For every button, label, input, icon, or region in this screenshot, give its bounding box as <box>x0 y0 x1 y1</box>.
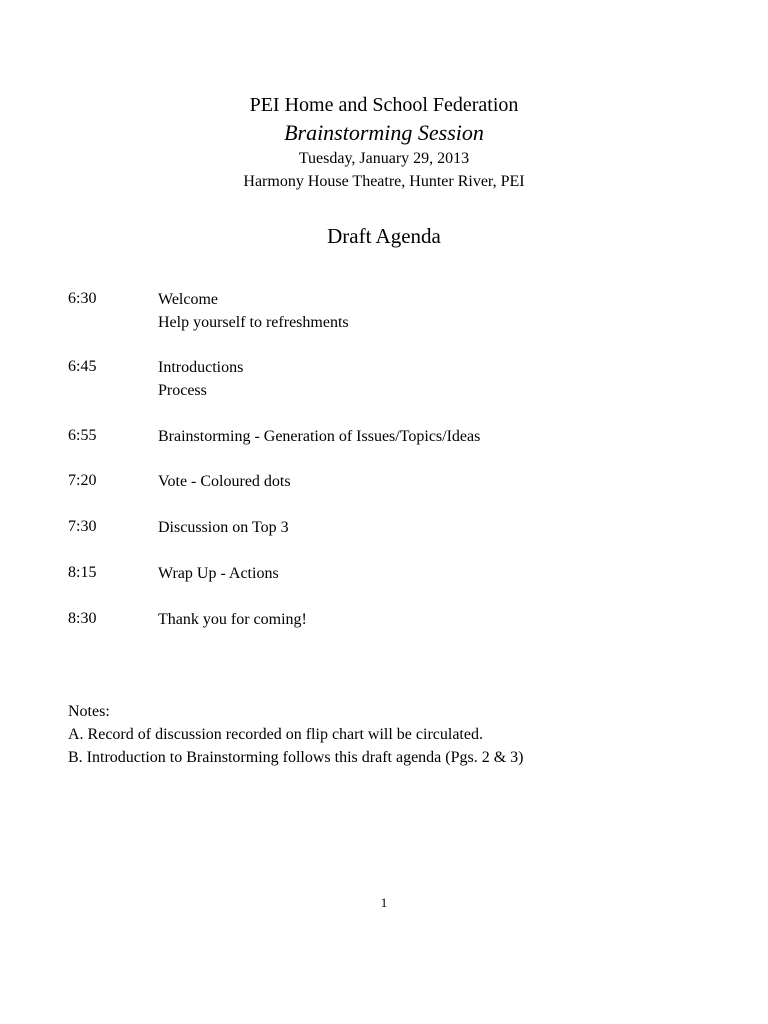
organization-title: PEI Home and School Federation <box>249 94 519 116</box>
notes-label: Notes: <box>68 703 110 720</box>
agenda-item-text: Help yourself to refreshments <box>158 314 349 331</box>
agenda-item-text: Welcome <box>158 291 219 308</box>
agenda-time: 6:55 <box>68 427 97 444</box>
agenda-time: 8:30 <box>68 610 97 627</box>
agenda-item-text: Wrap Up - Actions <box>158 565 279 582</box>
agenda-item-text: Thank you for coming! <box>158 611 307 628</box>
note-item: B. Introduction to Brainstorming follows this draft agenda (Pgs. 2 & 3) <box>68 749 524 766</box>
page-number: 1 <box>380 895 388 910</box>
agenda-time: 6:30 <box>68 290 97 307</box>
session-date: Tuesday, January 29, 2013 <box>298 150 470 167</box>
session-venue: Harmony House Theatre, Hunter River, PEI <box>243 173 525 190</box>
agenda-item-text: Process <box>158 382 207 399</box>
agenda-time: 7:30 <box>68 518 97 535</box>
agenda-item-text: Introductions <box>158 359 244 376</box>
agenda-time: 7:20 <box>68 472 97 489</box>
agenda-item-text: Vote - Coloured dots <box>158 473 291 490</box>
agenda-time: 6:45 <box>68 358 97 375</box>
agenda-time: 8:15 <box>68 564 97 581</box>
agenda-item-text: Discussion on Top 3 <box>158 519 289 536</box>
agenda-heading: Draft Agenda <box>327 224 441 248</box>
agenda-item-text: Brainstorming - Generation of Issues/Topics/Ideas <box>158 428 481 445</box>
note-item: A. Record of discussion recorded on flip chart will be circulated. <box>68 726 483 743</box>
session-title: Brainstorming Session <box>284 120 484 145</box>
notes-section <box>68 702 728 771</box>
